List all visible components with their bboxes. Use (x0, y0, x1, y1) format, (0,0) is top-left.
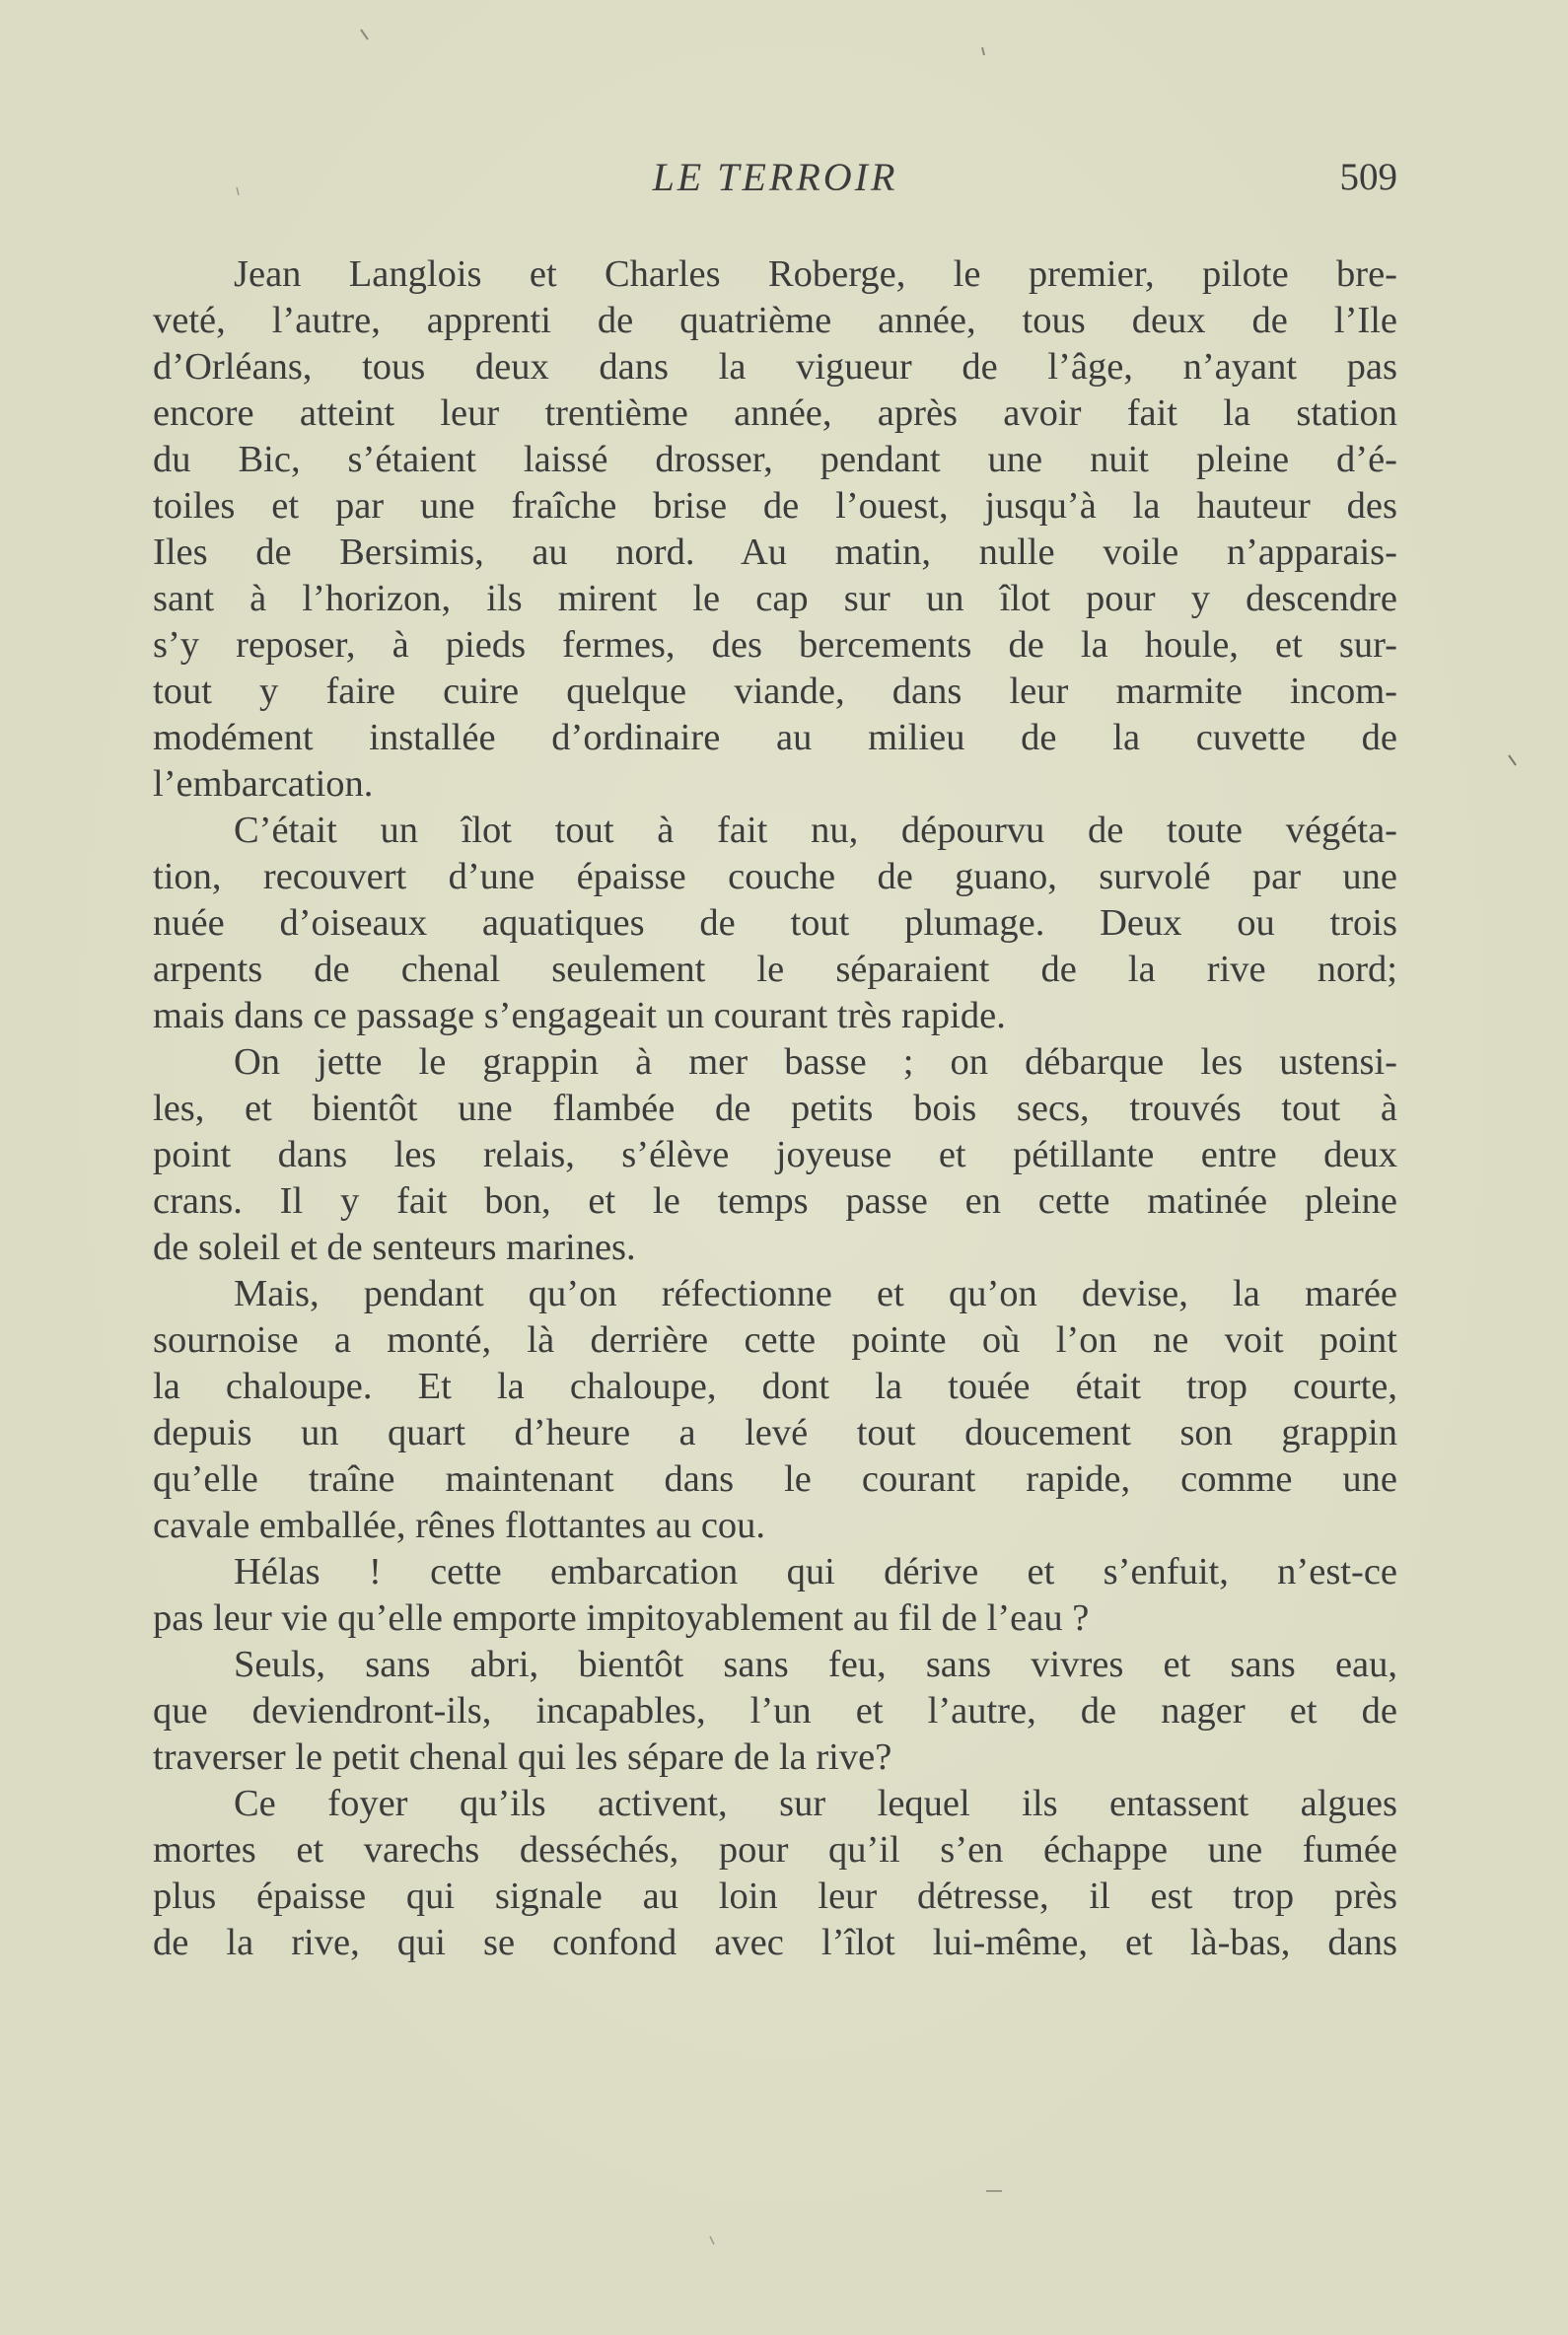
text-line: mortes et varechs desséchés, pour qu’il s’en échappe une fumée (153, 1829, 1397, 1871)
text-line: veté, l’autre, apprenti de quatrième année, tous deux de l’Ile (153, 300, 1397, 341)
text-line: nuée d’oiseaux aquatiques de tout plumage. Deux ou trois (153, 902, 1397, 944)
body-text (153, 251, 1397, 1966)
text-line: l’embarcation. (153, 763, 374, 805)
text-line: que deviendront-ils, incapables, l’un et l’autre, de nager et de (153, 1690, 1397, 1732)
paragraph (153, 1039, 1397, 1271)
text-line: du Bic, s’étaient laissé drosser, pendant une nuit pleine d’é- (153, 439, 1397, 480)
text-line: tout y faire cuire quelque viande, dans leur marmite incom- (153, 671, 1397, 712)
text-line: Seuls, sans abri, bientôt sans feu, sans vivres et sans eau, (234, 1644, 1397, 1685)
paragraph (153, 1271, 1397, 1549)
paragraph (153, 1642, 1397, 1781)
text-line: point dans les relais, s’élève joyeuse et pétillante entre deux (153, 1134, 1397, 1175)
text-line: Hélas ! cette embarcation qui dérive et s’enfuit, n’est-ce (234, 1551, 1397, 1592)
text-line: arpents de chenal seulement le séparaient de la rive nord; (153, 949, 1397, 990)
text-line: toiles et par une fraîche brise de l’ouest, jusqu’à la hauteur des (153, 485, 1397, 527)
text-line: modément installée d’ordinaire au milieu de la cuvette de (153, 717, 1397, 758)
text-line: Iles de Bersimis, au nord. Au matin, nulle voile n’apparais- (153, 531, 1397, 573)
text-line: tion, recouvert d’une épaisse couche de guano, survolé par une (153, 856, 1397, 897)
text-line: Mais, pendant qu’on réfectionne et qu’on devise, la marée (234, 1273, 1397, 1314)
text-line: les, et bientôt une flambée de petits bois secs, trouvés tout à (153, 1088, 1397, 1129)
text-line: de la rive, qui se confond avec l’îlot lui-même, et là-bas, dans (153, 1922, 1397, 1963)
text-line: s’y reposer, à pieds fermes, des bercements de la houle, et sur- (153, 624, 1397, 666)
paragraph (153, 1549, 1397, 1642)
paragraph (153, 1781, 1397, 1966)
text-line: depuis un quart d’heure a levé tout doucement son grappin (153, 1412, 1397, 1453)
text-line: mais dans ce passage s’engageait un courant très rapide. (153, 995, 1006, 1036)
text-line: C’était un îlot tout à fait nu, dépourvu de toute végéta- (234, 810, 1397, 851)
text-line: la chaloupe. Et la chaloupe, dont la touée était trop courte, (153, 1366, 1397, 1407)
text-line: crans. Il y fait bon, et le temps passe en cette matinée pleine (153, 1180, 1397, 1222)
paragraph (153, 251, 1397, 808)
text-line: sant à l’horizon, ils mirent le cap sur un îlot pour y descendre (153, 578, 1397, 619)
text-line: cavale emballée, rênes flottantes au cou. (153, 1505, 766, 1546)
text-line: encore atteint leur trentième année, après avoir fait la station (153, 392, 1397, 434)
text-line: On jette le grappin à mer basse ; on débarque les ustensi- (234, 1041, 1397, 1083)
page-number: 509 (1339, 156, 1397, 198)
text-line: traverser le petit chenal qui les sépare de la rive? (153, 1736, 892, 1778)
paragraph (153, 808, 1397, 1039)
text-line: sournoise a monté, là derrière cette pointe où l’on ne voit point (153, 1319, 1397, 1361)
text-line: d’Orléans, tous deux dans la vigueur de l’âge, n’ayant pas (153, 346, 1397, 388)
text-line: Ce foyer qu’ils activent, sur lequel ils entassent algues (234, 1783, 1397, 1824)
text-line: pas leur vie qu’elle emporte impitoyablement au fil de l’eau ? (153, 1597, 1090, 1639)
running-title: LE TERROIR (652, 155, 898, 199)
text-line: Jean Langlois et Charles Roberge, le premier, pilote bre- (234, 253, 1397, 295)
text-line: plus épaisse qui signale au loin leur détresse, il est trop près (153, 1875, 1397, 1917)
text-line: de soleil et de senteurs marines. (153, 1227, 636, 1268)
text-line: qu’elle traîne maintenant dans le courant rapide, comme une (153, 1458, 1397, 1500)
running-head (153, 150, 1397, 205)
